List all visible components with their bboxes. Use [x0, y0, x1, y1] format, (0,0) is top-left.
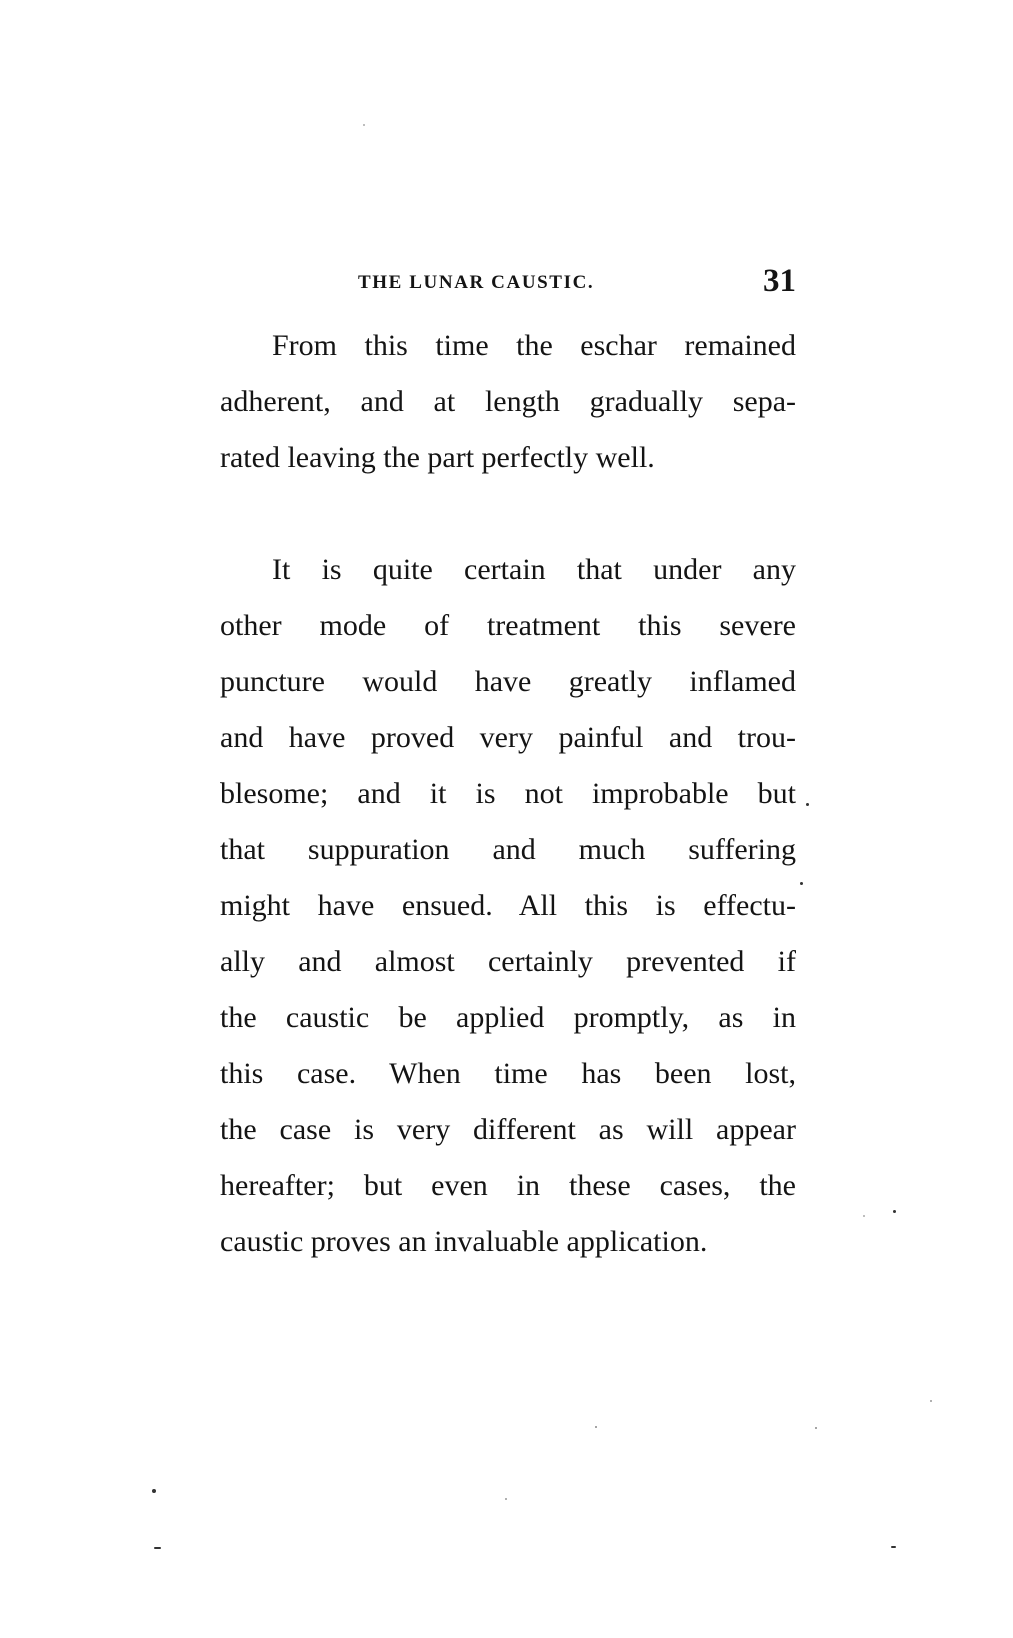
scan-speck — [154, 1547, 161, 1549]
text-line: rated leaving the part perfectly well. — [220, 441, 655, 474]
scan-speck — [595, 1426, 597, 1428]
text-line: this case. When time has been lost, — [220, 1057, 796, 1090]
scan-speck — [806, 803, 809, 806]
scan-speck — [893, 1210, 896, 1213]
text-line: From this time the eschar remained — [272, 329, 796, 362]
page-number: 31 — [763, 263, 796, 299]
text-line: other mode of treatment this severe — [220, 609, 796, 642]
text-line: adherent, and at length gradually sepa- — [220, 385, 796, 418]
body-text — [220, 318, 796, 1270]
scan-speck — [891, 1546, 896, 1548]
text-line: hereafter; but even in these cases, the — [220, 1169, 796, 1202]
text-line: It is quite certain that under any — [272, 553, 796, 586]
paragraph-2 — [220, 542, 796, 1270]
text-line: the case is very different as will appear — [220, 1113, 796, 1146]
text-line: might have ensued. All this is effectu- — [220, 889, 796, 922]
page-header — [220, 263, 796, 303]
scan-speck — [930, 1400, 932, 1402]
text-line: puncture would have greatly inflamed — [220, 665, 796, 698]
text-line: the caustic be applied promptly, as in — [220, 1001, 796, 1034]
text-line: that suppuration and much suffering — [220, 833, 796, 866]
paragraph-gap — [220, 486, 796, 542]
scan-speck — [363, 124, 365, 126]
text-line: blesome; and it is not improbable but — [220, 777, 796, 810]
text-line: caustic proves an invaluable application. — [220, 1225, 708, 1258]
paragraph-1 — [220, 318, 796, 486]
text-line: ally and almost certainly prevented if — [220, 945, 796, 978]
scan-speck — [152, 1489, 156, 1493]
scan-speck — [505, 1498, 507, 1500]
running-title: THE LUNAR CAUSTIC. — [358, 272, 595, 293]
scan-speck — [815, 1427, 817, 1429]
scan-speck — [800, 882, 803, 885]
text-line: and have proved very painful and trou- — [220, 721, 796, 754]
scan-speck — [863, 1215, 865, 1217]
